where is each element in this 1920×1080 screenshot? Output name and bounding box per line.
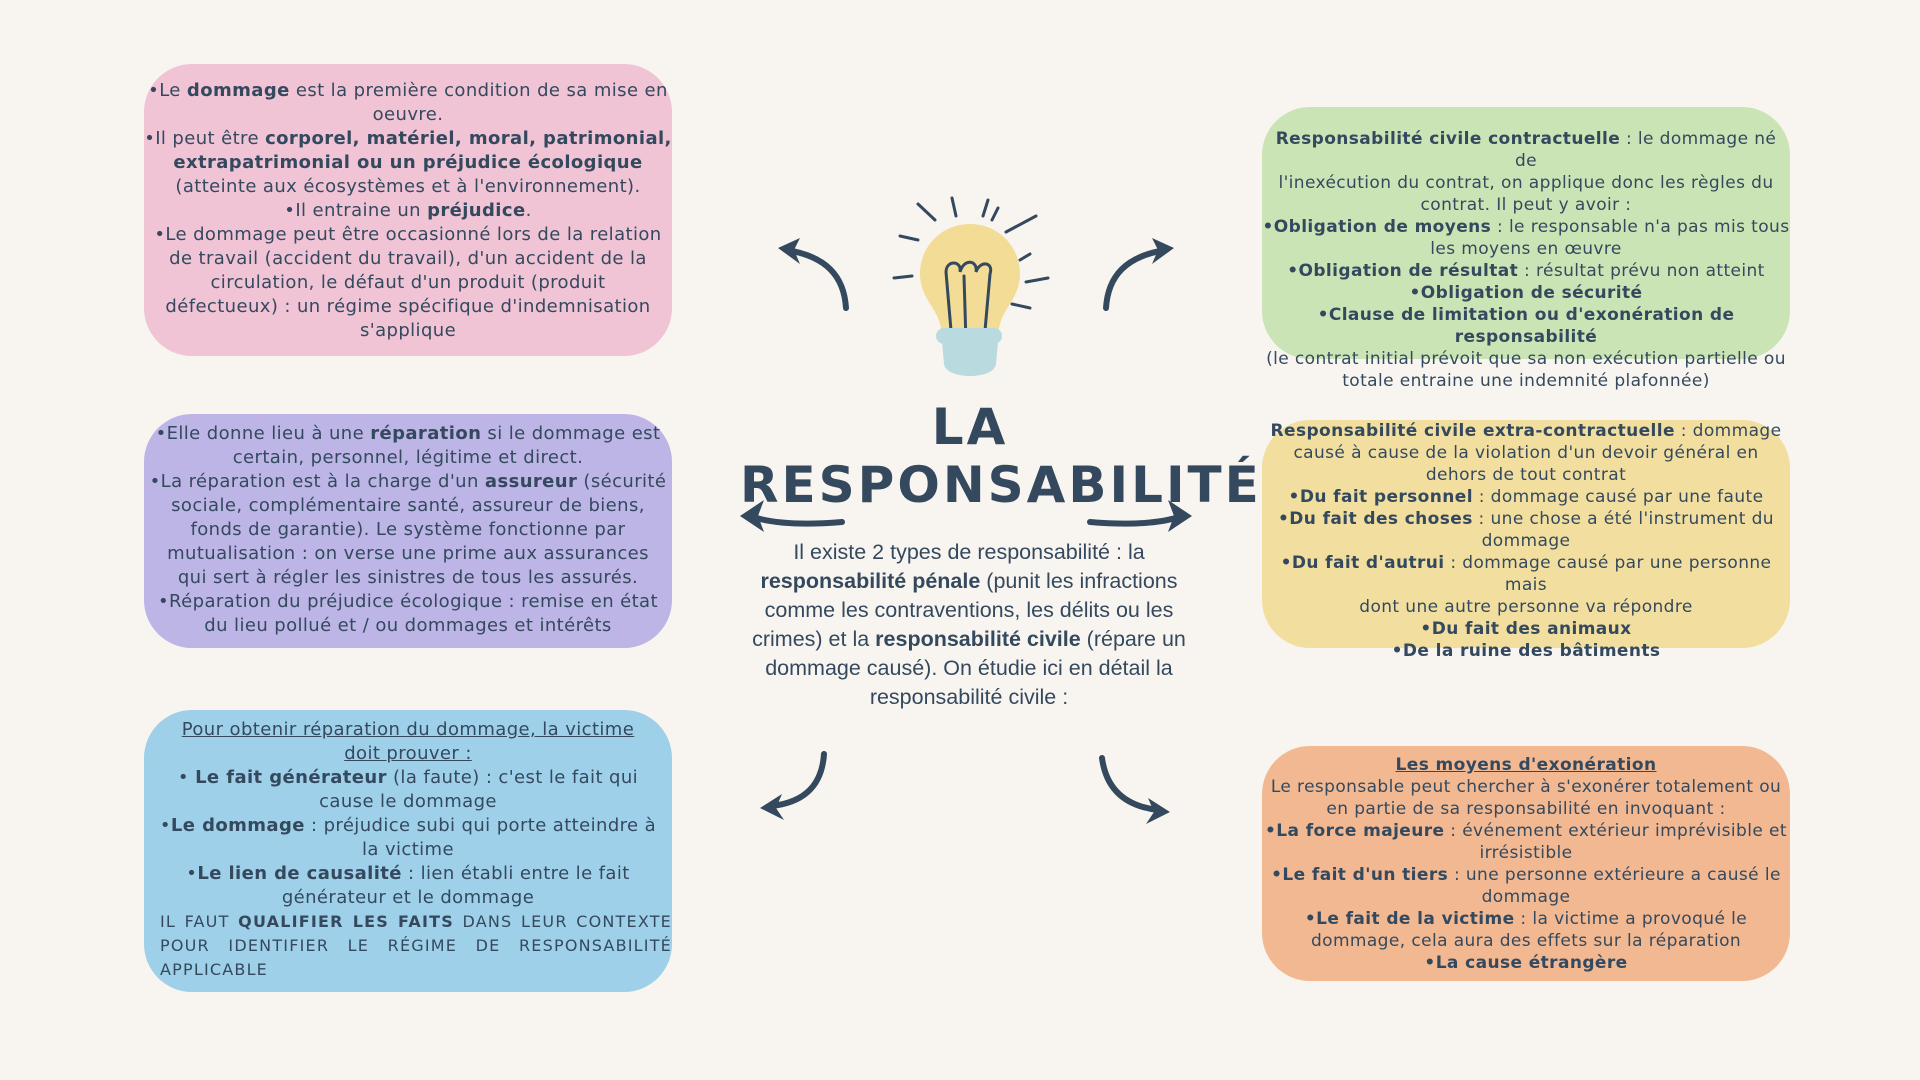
- intro-part-3: (répare un dommage causé). On étudie ici en détail la responsabilité civile :: [765, 627, 1186, 709]
- text-line: Responsabilité civile contractuelle : le dommage né de: [1275, 129, 1777, 171]
- reparation-box: [144, 414, 672, 648]
- text-line: Le responsable peut chercher à s'exonérer totalement ou: [1270, 777, 1782, 797]
- text-line: •La réparation est à la charge d'un assureur (sécurité: [149, 471, 667, 492]
- text-line: IL FAUT QUALIFIER LES FAITS DANS LEUR CONTEXTE: [160, 912, 672, 931]
- text-line: cause le dommage: [319, 791, 497, 812]
- text-line: totale entraine une indemnité plafonnée): [1342, 371, 1710, 391]
- text-line: •La force majeure : événement extérieur imprévisible et: [1265, 821, 1787, 841]
- curved-arrow-icon: [1098, 236, 1178, 316]
- text-line: •Obligation de sécurité: [1409, 283, 1643, 303]
- text-line: fonds de garantie). Le système fonctionne par: [190, 519, 626, 540]
- text-line: Responsabilité civile extra-contractuelle : dommage: [1270, 421, 1782, 441]
- text-line: (le contrat initial prévoit que sa non exécution partielle ou: [1266, 349, 1786, 369]
- text-line: du lieu pollué et / ou dommages et intérêts: [204, 615, 612, 636]
- text-line: •Du fait d'autrui : dommage causé par une personne mais: [1280, 553, 1772, 595]
- title-line-2: RESPONSABILITÉ: [740, 456, 1262, 514]
- text-line: de travail (accident du travail), d'un accident de la: [169, 248, 647, 269]
- text-line: •Le fait de la victime : la victime a provoqué le: [1304, 909, 1748, 929]
- text-line: •Le lien de causalité : lien établi entre le fait: [186, 863, 630, 884]
- curved-arrow-icon: [738, 494, 848, 540]
- text-line: Pour obtenir réparation du dommage, la victime: [181, 719, 635, 740]
- curved-arrow-icon: [1094, 752, 1174, 824]
- text-line: les moyens en œuvre: [1430, 239, 1622, 259]
- text-line: irrésistible: [1479, 843, 1573, 863]
- text-line: • Le fait générateur (la faute) : c'est le fait qui: [177, 767, 639, 788]
- intro-bold-penale: responsabilité pénale: [760, 569, 981, 593]
- text-line: •Le dommage peut être occasionné lors de la relation: [154, 224, 662, 245]
- text-line: doit prouver :: [344, 743, 472, 764]
- text-line: POUR IDENTIFIER LE RÉGIME DE RESPONSABILITÉ: [160, 936, 672, 955]
- text-line: •Obligation de moyens : le responsable n'a pas mis tous: [1262, 217, 1790, 237]
- text-line: •Le fait d'un tiers : une personne extérieure a causé le: [1271, 865, 1781, 885]
- curved-arrow-icon: [1084, 494, 1194, 540]
- curved-arrow-icon: [774, 236, 854, 316]
- text-line: •Du fait personnel : dommage causé par une faute: [1288, 487, 1764, 507]
- title-line-1: LA: [931, 398, 1009, 456]
- text-line: Les moyens d'exonération: [1395, 755, 1657, 775]
- text-line: •Obligation de résultat : résultat prévu non atteint: [1287, 261, 1765, 281]
- text-line: dont une autre personne va répondre: [1359, 597, 1693, 617]
- text-line: extrapatrimonial ou un préjudice écologique: [173, 152, 643, 173]
- text-line: dommage: [1481, 531, 1571, 551]
- preuve-box: [144, 710, 672, 992]
- text-line: certain, personnel, légitime et direct.: [232, 447, 584, 468]
- text-line: dommage, cela aura des effets sur la réparation: [1310, 931, 1742, 951]
- text-line: •Il peut être corporel, matériel, moral, patrimonial,: [144, 128, 672, 149]
- text-line: l'inexécution du contrat, on applique donc les règles du: [1278, 173, 1774, 193]
- text-line: sociale, complémentaire santé, assureur de biens,: [171, 495, 645, 516]
- exoneration-box: [1262, 746, 1790, 981]
- text-line: APPLICABLE: [160, 960, 268, 979]
- lightbulb-icon: [880, 196, 1060, 386]
- text-line: •Le dommage est la première condition de sa mise en: [148, 80, 668, 101]
- curved-arrow-icon: [756, 748, 836, 820]
- text-line: •Elle donne lieu à une réparation si le dommage est: [155, 423, 661, 444]
- text-line: défectueux) : un régime spécifique d'indemnisation: [165, 296, 651, 317]
- text-line: dommage: [1481, 887, 1571, 907]
- contractuelle-box: [1262, 107, 1790, 391]
- text-line: contrat. Il peut y avoir :: [1420, 195, 1632, 215]
- text-line: causé à cause de la violation d'un devoir général en: [1293, 443, 1759, 463]
- text-line: •Clause de limitation ou d'exonération de responsabilité: [1317, 305, 1735, 347]
- text-line: qui sert à régler les sinistres de tous les assurés.: [177, 567, 639, 588]
- text-line: la victime: [362, 839, 454, 860]
- text-line: •Du fait des animaux: [1420, 619, 1632, 639]
- dommage-box: [144, 64, 672, 356]
- text-line: •Du fait des choses : une chose a été l'instrument du: [1278, 509, 1774, 529]
- text-line: •Il entraine un préjudice.: [284, 200, 532, 221]
- text-line: en partie de sa responsabilité en invoquant :: [1326, 799, 1726, 819]
- intro-part-2: (punit les infractions comme les contraventions, les délits ou les crimes) et la: [752, 569, 1178, 651]
- text-line: •Le dommage : préjudice subi qui porte atteindre à: [159, 815, 657, 836]
- text-line: s'applique: [359, 320, 457, 341]
- text-line: •Réparation du préjudice écologique : remise en état: [158, 591, 658, 612]
- intro-part-1: Il existe 2 types de responsabilité : la: [793, 540, 1145, 564]
- text-line: dehors de tout contrat: [1425, 465, 1627, 485]
- text-line: (atteinte aux écosystèmes et à l'environnement).: [175, 176, 641, 197]
- intro-bold-civile: responsabilité civile: [875, 627, 1081, 651]
- text-line: circulation, le défaut d'un produit (produit: [210, 272, 606, 293]
- text-line: •La cause étrangère: [1424, 953, 1628, 973]
- extra-contractuelle-box: [1262, 420, 1790, 661]
- text-line: générateur et le dommage: [281, 887, 535, 908]
- text-line: mutualisation : on verse une prime aux assurances: [167, 543, 649, 564]
- text-line: •De la ruine des bâtiments: [1391, 641, 1661, 661]
- text-line: oeuvre.: [372, 104, 444, 125]
- intro-text: [752, 538, 1186, 712]
